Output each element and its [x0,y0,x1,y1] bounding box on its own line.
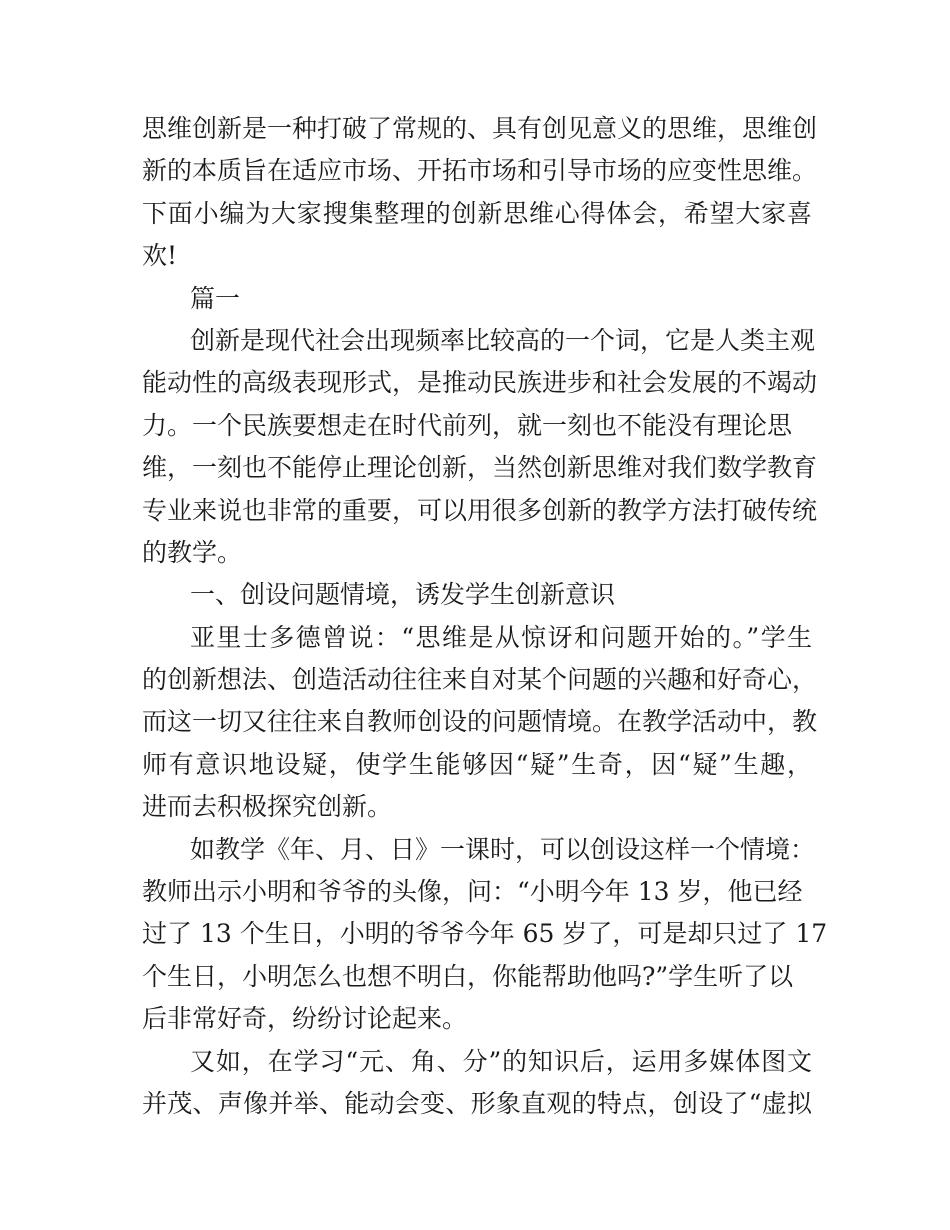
section-heading: 篇一 [190,283,241,313]
text-line: 进而去积极探究创新。 [142,792,393,822]
text-line: 个生日，小明怎么也想不明白，你能帮助他吗?”学生听了以 [142,961,794,991]
subsection-heading: 一、创设问题情境，诱发学生创新意识 [190,580,616,610]
text-line: 力。一个民族要想走在时代前列，就一刻也不能没有理论思 [142,410,793,440]
text-line: 的创新想法、创造活动往往来自对某个问题的兴趣和好奇心， [142,665,818,695]
text-line: 创新是现代社会出现频率比较高的一个词，它是人类主观 [190,325,816,355]
text-line: 欢! [142,241,178,271]
text-line: 下面小编为大家搜集整理的创新思维心得体会，希望大家喜 [142,198,812,228]
text-line: 后非常好奇，纷纷讨论起来。 [142,1004,468,1034]
text-line: 而这一切又往往来自教师创设的问题情境。在教学活动中，教 [142,707,818,737]
text-line: 并茂、声像并举、能动会变、形象直观的特点，创设了“虚拟 [142,1088,812,1118]
text-line: 新的本质旨在适应市场、开拓市场和引导市场的应变性思维。 [142,156,818,186]
text-line: 又如，在学习“元、角、分”的知识后，运用多媒体图文 [190,1046,812,1076]
text-line: 思维创新是一种打破了常规的、具有创见意义的思维，思维创 [142,114,818,143]
text-line: 过了 13 个生日，小明的爷爷今年 65 岁了，可是却只过了 17 [142,919,828,949]
text-line: 专业来说也非常的重要，可以用很多创新的教学方法打破传统 [142,495,818,525]
text-line: 亚里士多德曾说：“思维是从惊讶和问题开始的。”学生 [190,622,812,652]
document-body [142,108,828,1125]
text-line: 维，一刻也不能停止理论创新，当然创新思维对我们数学教育 [142,453,818,483]
text-line: 师有意识地设疑，使学生能够因“疑”生奇，因“疑”生趣， [142,749,812,779]
text-line: 能动性的高级表现形式，是推动民族进步和社会发展的不竭动 [142,368,818,398]
text-line: 的教学。 [142,537,243,567]
text-line: 教师出示小明和爷爷的头像，问：“小明今年 13 岁，他已经 [142,877,803,907]
text-line: 如教学《年、月、日》一课时，可以创设这样一个情境： [190,834,816,864]
